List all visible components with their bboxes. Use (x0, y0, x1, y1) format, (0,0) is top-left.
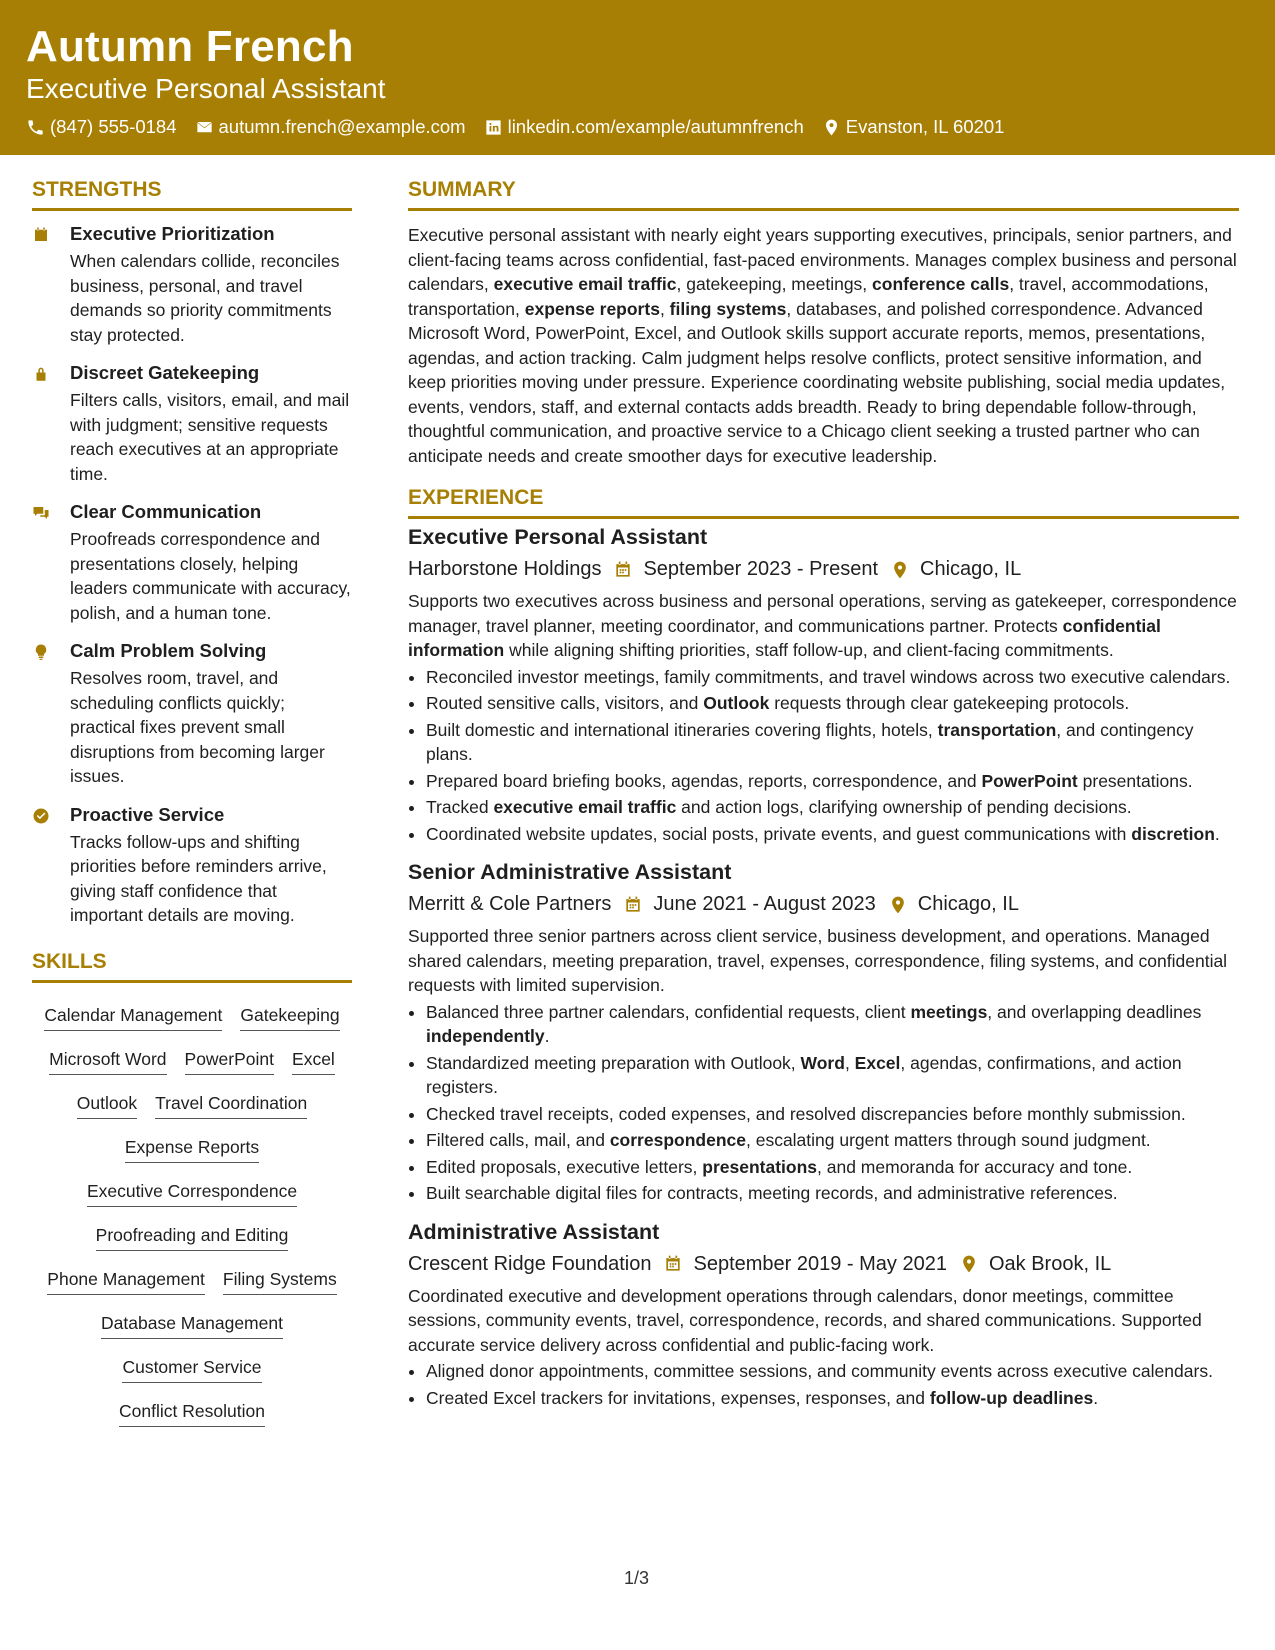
bold-text: PowerPoint (981, 770, 1078, 791)
text-run: , and overlapping deadlines (987, 1001, 1202, 1022)
job-meta (408, 558, 1239, 581)
job-description (408, 1284, 1239, 1358)
left-column (32, 178, 352, 1435)
skill-tag: Phone Management (47, 1267, 205, 1295)
strength-icon-wrap (32, 640, 70, 789)
linkedin-text: linkedin.com/example/autumnfrench (507, 116, 804, 137)
job-entry (408, 525, 1239, 846)
bullet-item (426, 769, 1239, 794)
strength-title: Calm Problem Solving (70, 640, 267, 661)
text-run: Reconciled investor meetings, family commitments, and travel windows across two executive calendars. (426, 666, 1231, 687)
text-run: while aligning shifting priorities, staff follow-up, and client-facing commitments. (504, 640, 1114, 660)
summary-heading: SUMMARY (408, 178, 1239, 211)
map-marker-icon (888, 895, 908, 915)
email-text: autumn.french@example.com (218, 116, 466, 137)
skill-tag: Outlook (77, 1091, 137, 1119)
calendar-icon (613, 560, 633, 580)
text-run: Coordinated website updates, social posts, private events, and guest communications with (426, 823, 1132, 844)
job-location: Chicago, IL (917, 893, 1019, 915)
job-dates: September 2019 - May 2021 (693, 1252, 947, 1275)
right-column (408, 178, 1239, 1424)
strength-icon-wrap (32, 501, 70, 625)
text-run: Supported three senior partners across client service, business development, and operations. Managed shared calendars, meeting preparation, travel, expenses, correspondence, filing systems, and confidential requests with limited supervision. (408, 926, 1228, 995)
experience-heading: EXPERIENCE (408, 486, 1239, 519)
skill-tag: Calendar Management (44, 1003, 222, 1031)
strength-item (32, 223, 352, 347)
bold-text: executive email traffic (493, 274, 677, 294)
strengths-heading: STRENGTHS (32, 178, 352, 211)
text-run: , databases, and polished correspondence. Advanced Microsoft Word, PowerPoint, Excel, and Outlook skills support accurate reports, memos, presentations, agendas, and action tracking. Calm judgment helps resolve conflicts, protect sensitive information, and keep priorities moving under pressure. Experience coordinating website publishing, social media updates, events, vendors, staff, and external contacts adds breadth. Ready to bring dependable follow-through, thoughtful communication, and proactive service to a Chicago client seeking a trusted partner who can anticipate needs and create smoother days for executive leadership. (408, 298, 1226, 466)
strength-title: Clear Communication (70, 501, 262, 522)
skill-tag: Customer Service (122, 1355, 261, 1383)
strength-description: Proofreads correspondence and presentations closely, helping leaders communicate with accuracy, polish, and a human tone. (70, 529, 351, 623)
experience-list (408, 525, 1239, 1410)
calendar-icon (623, 895, 643, 915)
strength-item (32, 804, 352, 928)
bold-text: follow-up deadlines (929, 1387, 1094, 1408)
bullet-item (426, 1102, 1239, 1127)
bullet-item (426, 822, 1239, 847)
strength-title: Proactive Service (70, 803, 225, 825)
strength-description: Tracks follow-ups and shifting priorities before reminders arrive, giving staff confidence that important details are moving. (70, 831, 327, 925)
text-run: Supports two executives across business and personal operations, serving as gatekeeper, correspondence manager, travel planner, meeting coordinator, and communications partner. Protects (408, 591, 1237, 636)
skill-tag: Expense Reports (125, 1135, 259, 1163)
summary-text (408, 223, 1239, 468)
strength-description: When calendars collide, reconciles business, personal, and travel demands so priority commitments stay protected. (70, 251, 340, 345)
text-run: , (844, 1052, 855, 1073)
strength-description: Filters calls, visitors, email, and mail with judgment; sensitive requests reach executives at an appropriate time. (70, 390, 350, 484)
job-meta (408, 893, 1239, 916)
job-title: Administrative Assistant (408, 1219, 660, 1244)
bullet-item (426, 1359, 1239, 1384)
text-run: Prepared board briefing books, agendas, reports, correspondence, and (426, 770, 982, 791)
text-run: Checked travel receipts, coded expenses, and resolved discrepancies before monthly submission. (426, 1103, 1186, 1124)
map-marker-icon (890, 560, 910, 580)
bold-text: conference calls (872, 274, 1010, 294)
job-description (408, 589, 1239, 663)
job-title: Executive Personal Assistant (408, 525, 708, 549)
text-run: , and contingency plans. (426, 719, 1194, 764)
strength-body (70, 640, 352, 789)
location-text: Evanston, IL 60201 (845, 116, 1005, 137)
check-circle-icon (32, 807, 50, 825)
bold-text: independently (426, 1026, 545, 1046)
text-run: , (659, 298, 670, 319)
text-run: Balanced three partner calendars, confidential requests, client (426, 1001, 911, 1022)
bold-text: Outlook (703, 693, 770, 713)
lightbulb-icon (32, 643, 50, 661)
map-marker-icon (959, 1254, 979, 1274)
strength-title: Executive Prioritization (70, 223, 275, 244)
job-location: Oak Brook, IL (988, 1252, 1112, 1275)
job-company: Merritt & Cole Partners (408, 893, 612, 915)
job-location: Chicago, IL (920, 558, 1022, 580)
strength-body (70, 362, 352, 486)
strength-title: Discreet Gatekeeping (70, 362, 260, 383)
text-run: Built domestic and international itineraries covering flights, hotels, (426, 719, 938, 740)
strength-item (32, 362, 352, 486)
lock-icon (32, 365, 50, 383)
skill-tag: Microsoft Word (49, 1047, 166, 1075)
job-dates: September 2023 - Present (643, 558, 879, 580)
bullet-item (426, 691, 1239, 716)
contact-email[interactable] (195, 116, 466, 138)
job-description (408, 924, 1239, 998)
strength-body (70, 223, 352, 347)
skill-tag: Database Management (101, 1311, 283, 1339)
job-meta (408, 1253, 1239, 1276)
skills-heading: SKILLS (32, 950, 352, 983)
job-bullets (408, 1000, 1239, 1206)
text-run: , and memoranda for accuracy and tone. (817, 1156, 1133, 1177)
contact-bar (26, 116, 1004, 138)
text-run: Created Excel trackers for invitations, expenses, responses, and (426, 1387, 930, 1408)
bold-text: executive email traffic (493, 797, 677, 817)
bold-text: discretion (1131, 823, 1215, 844)
skill-tag: Proofreading and Editing (96, 1223, 289, 1251)
bullet-item (426, 1155, 1239, 1180)
text-run: , gatekeeping, meetings, (676, 274, 873, 294)
job-company: Crescent Ridge Foundation (408, 1252, 652, 1275)
bold-text: correspondence (609, 1130, 746, 1150)
text-run: Aligned donor appointments, committee sessions, and community events across executive calendars. (426, 1361, 1213, 1381)
linkedin-icon (484, 118, 503, 137)
text-run: , escalating urgent matters through sound judgment. (745, 1130, 1151, 1150)
text-run: Executive personal assistant with nearly eight years supporting executives, principals, senior partners, and client-facing teams across confidential, fast-paced environments. Manages complex business and personal calendars, (408, 225, 1237, 294)
strength-icon-wrap (32, 804, 70, 928)
text-run: . (544, 1026, 550, 1046)
calendar-icon (32, 226, 50, 244)
phone-icon (26, 118, 45, 137)
bullet-item (426, 1181, 1239, 1206)
skill-tag: PowerPoint (185, 1047, 275, 1075)
bold-text: expense reports (524, 298, 660, 319)
bullet-item (426, 1051, 1239, 1100)
text-run: Filtered calls, mail, and (426, 1130, 610, 1150)
bold-text: confidential information (408, 615, 1161, 660)
skill-tag: Conflict Resolution (119, 1399, 265, 1427)
bullet-item (426, 718, 1239, 767)
job-entry (408, 1220, 1239, 1411)
skills-list (32, 995, 352, 1435)
contact-phone[interactable] (26, 116, 177, 138)
text-run: , travel, accommodations, transportation, (408, 274, 1209, 319)
skill-tag: Filing Systems (223, 1267, 337, 1295)
text-run: Built searchable digital files for contracts, meeting records, and administrative references. (426, 1183, 1118, 1203)
skill-tag: Gatekeeping (240, 1003, 339, 1031)
strength-item (32, 640, 352, 789)
job-bullets (408, 665, 1239, 847)
text-run: Coordinated executive and development operations through calendars, donor meetings, committee sessions, community events, travel, correspondence, records, and shared communications. Supported accurate service delivery across confidential and public-facing work. (408, 1285, 1202, 1355)
text-run: Edited proposals, executive letters, (426, 1156, 703, 1177)
bold-text: Word (800, 1052, 845, 1073)
job-entry (408, 860, 1239, 1206)
bullet-item (426, 1000, 1239, 1049)
strengths-list (32, 223, 352, 928)
contact-linkedin[interactable] (484, 116, 804, 138)
page-number: 1/3 (624, 1568, 650, 1588)
text-run: Tracked (426, 797, 494, 817)
strength-body (70, 804, 352, 928)
bullet-item (426, 665, 1239, 690)
job-company: Harborstone Holdings (408, 558, 602, 580)
candidate-role: Executive Personal Assistant (26, 73, 386, 104)
skill-tag: Travel Coordination (155, 1091, 307, 1119)
text-run: Standardized meeting preparation with Outlook, (426, 1052, 801, 1073)
strength-icon-wrap (32, 223, 70, 347)
calendar-icon (663, 1254, 683, 1274)
strength-item (32, 501, 352, 625)
text-run: Routed sensitive calls, visitors, and (426, 693, 704, 713)
map-marker-icon (822, 118, 841, 137)
job-dates: June 2021 - August 2023 (653, 893, 876, 915)
bold-text: filing systems (669, 298, 787, 319)
job-title: Senior Administrative Assistant (408, 860, 732, 884)
resume-header (0, 0, 1275, 155)
text-run: presentations. (1077, 770, 1193, 791)
skill-tag: Executive Correspondence (87, 1179, 297, 1207)
text-run: and action logs, clarifying ownership of pending decisions. (676, 797, 1132, 817)
bullet-item (426, 1128, 1239, 1153)
bold-text: presentations (702, 1156, 818, 1177)
strength-icon-wrap (32, 362, 70, 486)
skill-tag: Excel (292, 1047, 335, 1075)
comments-icon (32, 504, 50, 522)
text-run: , agendas, confirmations, and action registers. (426, 1052, 1182, 1097)
bold-text: meetings (910, 1001, 988, 1022)
bullet-item (426, 795, 1239, 820)
strength-description: Resolves room, travel, and scheduling conflicts quickly; practical fixes prevent small disruptions from becoming larger issues. (70, 668, 325, 786)
bold-text: transportation (937, 719, 1057, 740)
phone-text: (847) 555-0184 (50, 116, 177, 137)
bullet-item (426, 1386, 1239, 1411)
envelope-icon (195, 118, 214, 137)
job-bullets (408, 1359, 1239, 1410)
bold-text: Excel (854, 1052, 901, 1073)
text-run: . (1093, 1387, 1099, 1408)
strength-body (70, 501, 352, 625)
contact-location (822, 116, 1005, 138)
text-run: . (1214, 823, 1220, 844)
candidate-name: Autumn French (26, 22, 354, 71)
text-run: requests through clear gatekeeping protocols. (769, 693, 1130, 713)
